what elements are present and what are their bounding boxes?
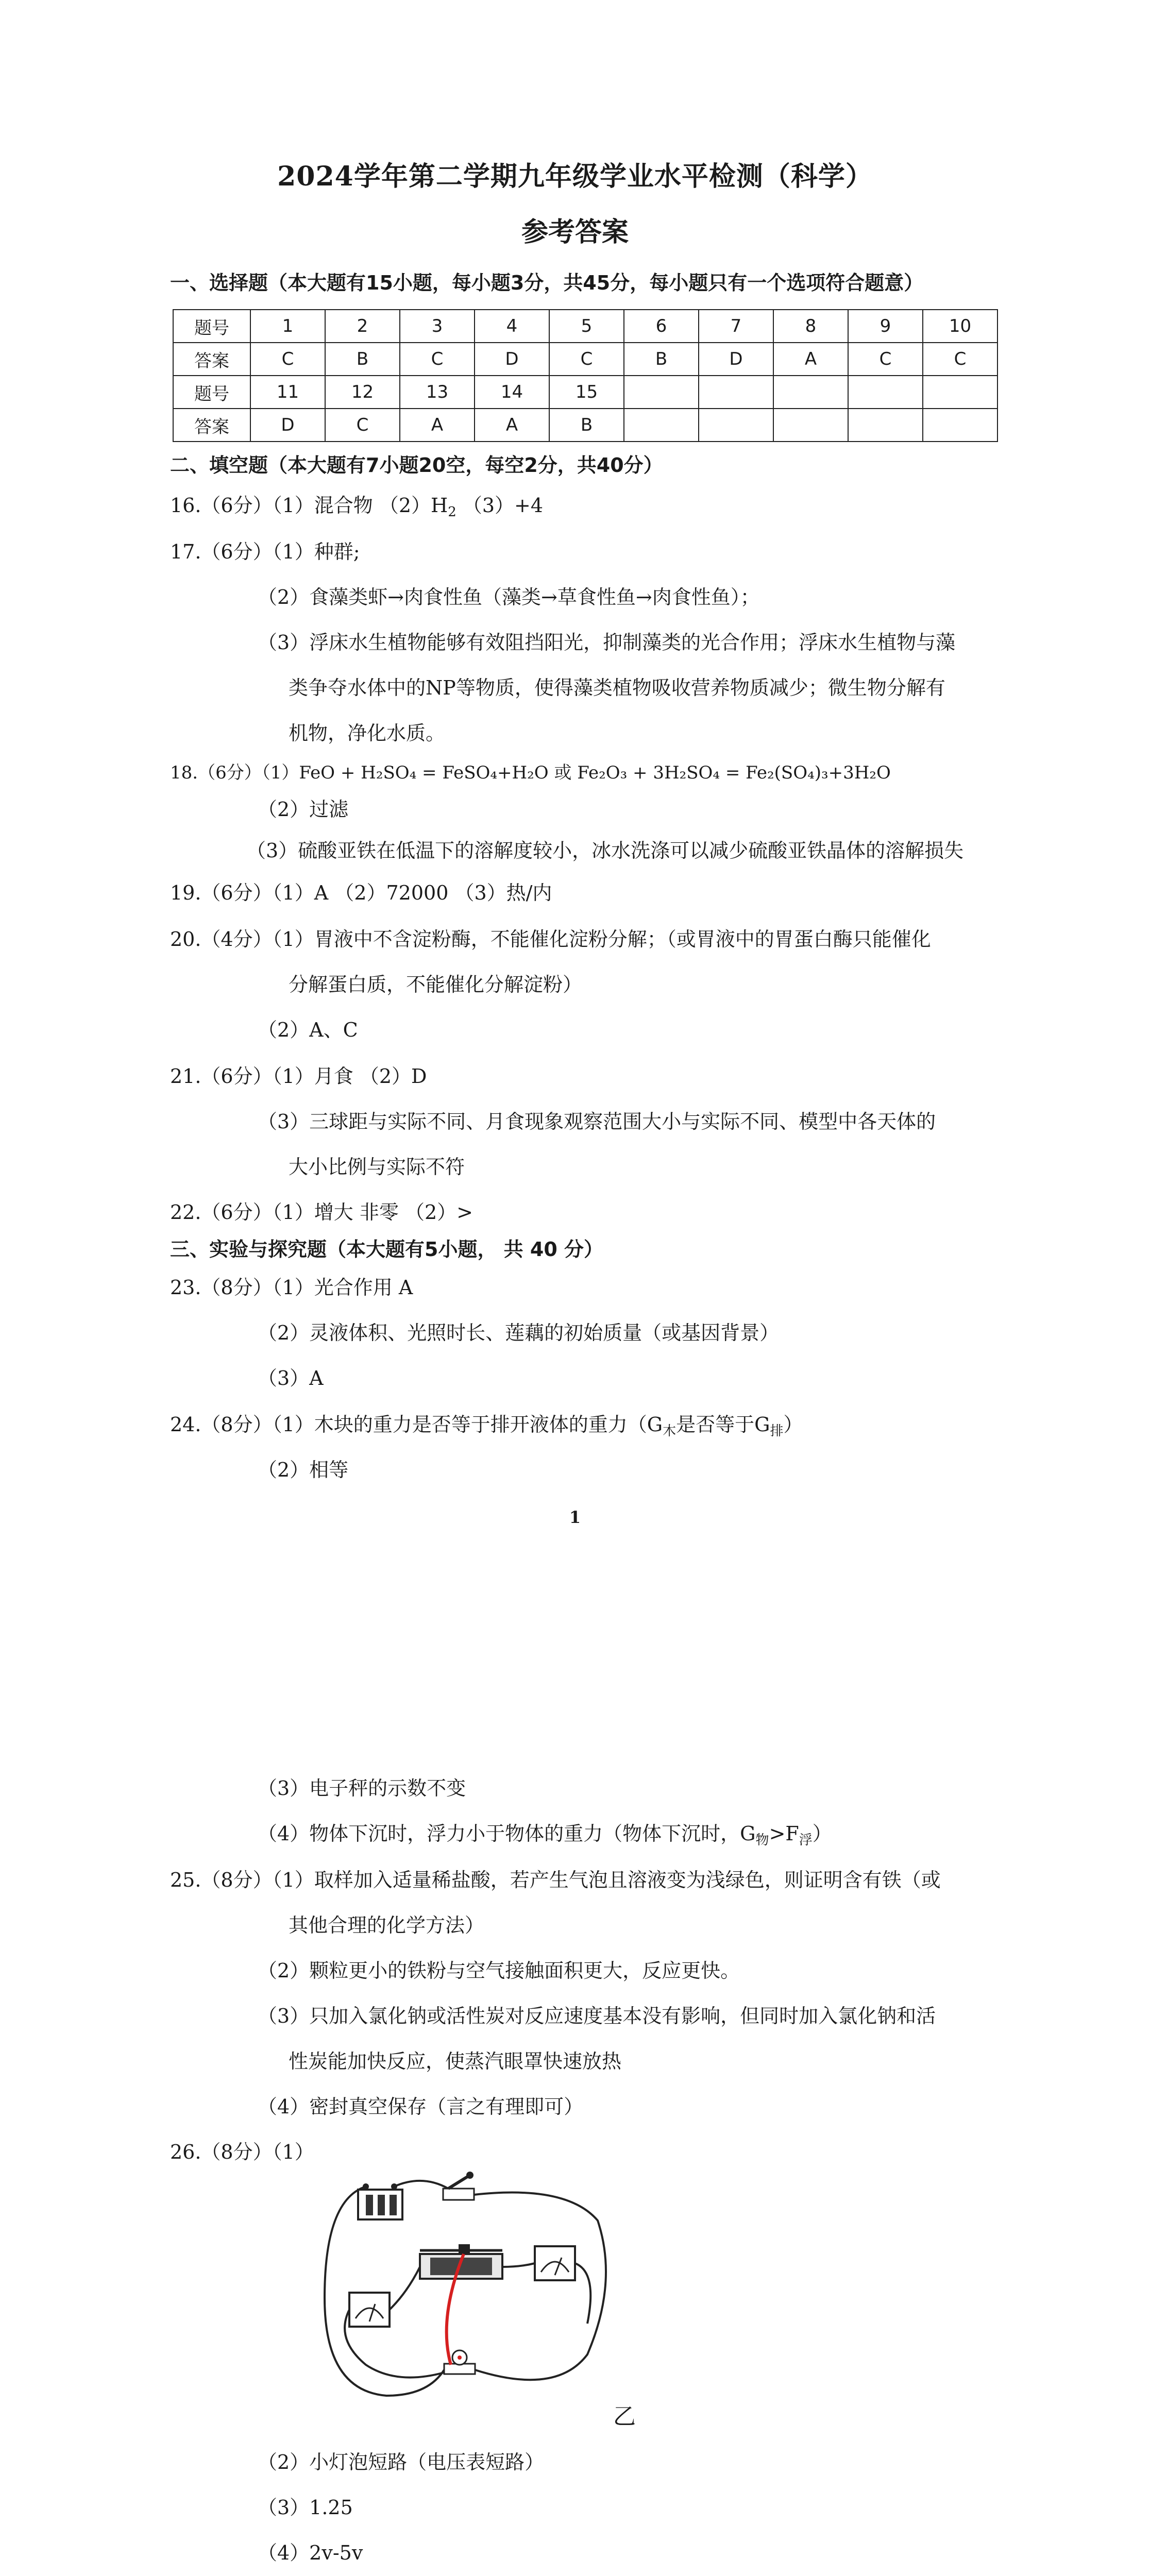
table-cell: 9 [848,310,923,343]
answer-line: 大小比例与实际不符 [289,1156,465,1178]
table-cell: 5 [549,310,624,343]
table-cell: C [923,343,997,376]
answer-line: （2）颗粒更小的铁粉与空气接触面积更大，反应更快。 [258,1959,740,1982]
table-cell: 答案 [173,343,250,376]
table-cell: D [475,343,549,376]
answer-line [258,1818,832,1849]
wire [474,2193,606,2380]
table-cell: C [549,343,624,376]
table-cell: 11 [250,376,325,409]
answer-line: 22.（6分）（1）增大 非零 （2）> [170,1201,473,1224]
table-cell: 6 [624,310,699,343]
answer-line: （3）硫酸亚铁在低温下的溶解度较小，冰水洗涤可以减少硫酸亚铁晶体的溶解损失 [246,839,964,862]
answer-line: （3）电子秤的示数不变 [258,1777,466,1800]
section-heading-fill: 二、填空题（本大题有7小题20空，每空2分，共40分） [170,454,663,477]
answer-text: 24.（8分）（1）木块的重力是否等于排开液体的重力（G [170,1413,663,1436]
answer-line: （3）浮床水生植物能够有效阻挡阳光，抑制藻类的光合作用；浮床水生植物与藻 [258,631,956,654]
answer-line: 分解蛋白质，不能催化分解淀粉） [289,973,583,996]
table-cell: 4 [475,310,549,343]
answer-line: 19.（6分）（1）A （2）72000 （3）热/内 [170,882,552,904]
page-2 [0,1618,1150,2576]
table-cell [624,409,699,442]
answer-line: 23.（8分）（1）光合作用 A [170,1276,413,1299]
table-cell: B [549,409,624,442]
subscript: 2 [448,504,456,520]
table-cell: B [624,343,699,376]
answer-text: ） [783,1413,803,1436]
table-cell [773,409,848,442]
table-cell: D [250,409,325,442]
table-cell: B [325,343,400,376]
table-cell [699,409,773,442]
table-cell: A [400,409,475,442]
table-cell: 10 [923,310,997,343]
table-cell: 2 [325,310,400,343]
answer-line: （4）2v-5v [258,2541,363,2564]
battery-icon [358,2183,402,2219]
table-cell: C [848,343,923,376]
answer-line: 机物，净化水质。 [289,722,446,744]
wire [502,2263,535,2267]
table-cell [624,376,699,409]
table-cell [923,376,997,409]
answer-line: （2）食藻类虾→肉食性鱼（藻类→草食性鱼→肉食性鱼）； [258,586,760,608]
table-cell: 15 [549,376,624,409]
table-cell: 答案 [173,409,250,442]
answer-line: （3）三球距与实际不同、月食现象观察范围大小与实际不同、模型中各天体的 [258,1110,936,1133]
table-row [173,409,997,442]
answer-text: >F [769,1822,799,1845]
answer-text: ） [812,1822,832,1845]
section-heading-choice: 一、选择题（本大题有15小题，每小题3分，共45分，每小题只有一个选项符合题意） [170,272,924,294]
table-row [173,310,997,343]
answer-line: （4）密封真空保存（言之有理即可） [258,2095,584,2118]
answer-line: 25.（8分）（1）取样加入适量稀盐酸，若产生气泡且溶液变为浅绿色，则证明含有铁（或 [170,1869,941,1891]
subscript: 浮 [799,1833,813,1848]
wire [394,2181,448,2189]
answer-line: （3）1.25 [258,2496,353,2519]
answer-line: （2）灵液体积、光照时长、莲藕的初始质量（或基因背景） [258,1321,780,1344]
page-subtitle: 参考答案 [521,216,629,248]
table-cell: C [400,343,475,376]
answer-line: （2）相等 [258,1459,349,1481]
table-cell: 14 [475,376,549,409]
answer-line: （3）只加入氯化钠或活性炭对反应速度基本没有影响，但同时加入氯化钠和活 [258,2005,936,2027]
section-heading-experiment: 三、实验与探究题（本大题有5小题， 共 40 分） [170,1238,604,1261]
answer-line: （2）小灯泡短路（电压表短路） [258,2451,545,2473]
answer-line [170,489,543,520]
table-cell: 3 [400,310,475,343]
switch-icon [443,2172,474,2200]
answer-line: （2）A、C [258,1019,358,1041]
table-cell: 题号 [173,310,250,343]
ammeter-icon [535,2246,575,2280]
table-cell: D [699,343,773,376]
table-cell: 12 [325,376,400,409]
answer-line: 26.（8分）（1） [170,2141,314,2163]
answer-line: 类争夺水体中的NP等物质，使得藻类植物吸收营养物质减少；微生物分解有 [289,676,945,699]
subscript: 木 [663,1423,677,1439]
answer-line: 20.（4分）（1）胃液中不含淀粉酶，不能催化淀粉分解；（或胃液中的胃蛋白酶只能催化 [170,928,931,951]
answer-table [173,309,998,442]
table-cell: A [773,343,848,376]
table-cell [848,409,923,442]
subscript: 物 [755,1833,769,1848]
answer-line: 17.（6分）（1）种群; [170,540,360,563]
answer-line [170,1409,803,1439]
table-cell: 7 [699,310,773,343]
table-cell: 8 [773,310,848,343]
table-cell: A [475,409,549,442]
page-title: 2024学年第二学期九年级学业水平检测（科学） [277,161,873,192]
subscript: 排 [770,1423,784,1439]
table-cell: C [325,409,400,442]
table-cell: 13 [400,376,475,409]
answer-line: 其他合理的化学方法） [289,1914,485,1937]
table-cell: C [250,343,325,376]
table-cell [699,376,773,409]
wire [575,2263,590,2324]
answer-text: 是否等于G [676,1413,770,1436]
voltmeter-icon [349,2293,390,2327]
answer-line: （3）A [258,1367,324,1389]
answer-text: 16.（6分）（1）混合物 （2）H [170,494,448,517]
answer-line: 21.（6分）（1）月食 （2）D [170,1065,427,1088]
table-cell: 题号 [173,376,250,409]
answer-line: （2）过滤 [258,798,349,821]
table-row [173,376,997,409]
table-row [173,343,997,376]
answer-text: （4）物体下沉时，浮力小于物体的重力（物体下沉时，G [258,1822,756,1845]
wire [390,2267,420,2310]
answer-line: 18.（6分）（1）FeO + H₂SO₄ = FeSO₄+H₂O 或 Fe₂O₃ + 3H₂SO₄ = Fe₂(SO₄)₃+3H₂O [170,762,891,783]
table-cell [773,376,848,409]
circuit-diagram [309,2169,639,2416]
diagram-label: 乙 [613,2403,636,2430]
answer-text: （3）+4 [456,494,544,517]
table-cell: 1 [250,310,325,343]
answer-line: 性炭能加快反应，使蒸汽眼罩快速放热 [289,2050,622,2073]
page-number: 1 [569,1507,581,1527]
table-cell [923,409,997,442]
table-cell [848,376,923,409]
